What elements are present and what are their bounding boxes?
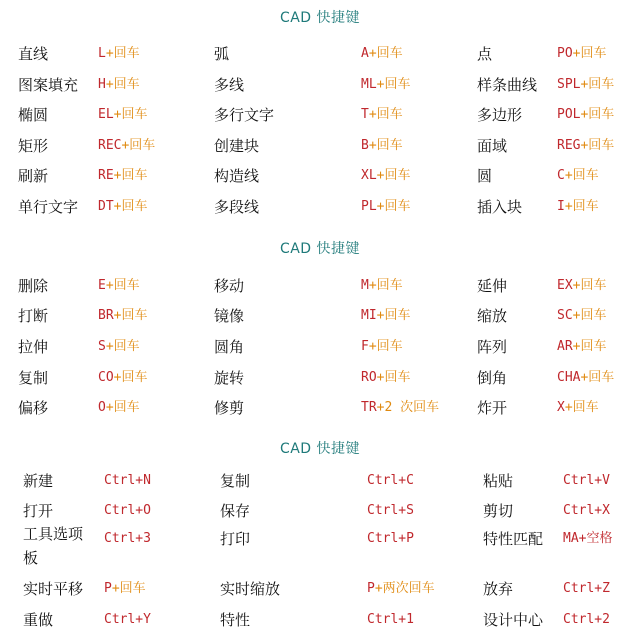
command-name: 倒角 xyxy=(477,369,508,387)
shortcut-command: O xyxy=(98,400,106,415)
shortcut-key xyxy=(367,472,414,490)
shortcut-key xyxy=(367,502,414,520)
shortcut-row xyxy=(0,525,640,567)
shortcut-command: H xyxy=(98,77,106,92)
shortcut-key xyxy=(361,76,410,94)
shortcut-command: EX xyxy=(557,278,573,293)
shortcut-command: A xyxy=(361,46,369,61)
shortcut-key xyxy=(557,307,606,325)
command-name: 打印 xyxy=(220,530,251,548)
shortcut-suffix: +回车 xyxy=(564,400,599,415)
shortcut-suffix: +回车 xyxy=(113,308,148,323)
shortcut-command: X xyxy=(557,400,565,415)
shortcut-key xyxy=(98,106,147,124)
command-name: 刷新 xyxy=(18,167,49,185)
shortcut-suffix: +回车 xyxy=(572,308,607,323)
shortcut-suffix: +回车 xyxy=(105,77,140,92)
shortcut-key xyxy=(361,399,439,417)
shortcut-key xyxy=(563,472,610,490)
shortcut-command: TR xyxy=(361,400,377,415)
shortcut-suffix: +两次回车 xyxy=(374,581,435,596)
shortcut-row xyxy=(0,76,640,106)
shortcut-suffix: +回车 xyxy=(113,370,148,385)
shortcut-command: B xyxy=(361,138,369,153)
command-name: 实时缩放 xyxy=(220,580,281,598)
shortcut-suffix: +回车 xyxy=(105,278,140,293)
command-name: 矩形 xyxy=(18,137,49,155)
shortcut-key xyxy=(557,369,614,387)
shortcut-key xyxy=(361,338,403,356)
shortcut-command: Ctrl+S xyxy=(367,503,414,518)
shortcut-command: POL xyxy=(557,107,581,122)
shortcut-key xyxy=(104,502,151,520)
shortcut-command: Ctrl+P xyxy=(367,531,414,546)
shortcut-key xyxy=(104,472,151,490)
shortcut-command: Ctrl+Y xyxy=(104,612,151,627)
shortcut-key xyxy=(367,530,414,548)
command-name: 保存 xyxy=(220,502,251,520)
shortcut-command: E xyxy=(98,278,106,293)
shortcut-command: MA+空格 xyxy=(563,531,613,546)
shortcut-command: P xyxy=(104,581,112,596)
shortcut-command: F xyxy=(361,339,369,354)
shortcut-command: C xyxy=(557,168,565,183)
shortcut-suffix: +回车 xyxy=(368,138,403,153)
shortcut-key xyxy=(557,338,606,356)
command-name: 面域 xyxy=(477,137,508,155)
shortcut-command: SPL xyxy=(557,77,581,92)
shortcut-command: Ctrl+O xyxy=(104,503,151,518)
command-name: 复制 xyxy=(18,369,49,387)
command-name: 圆角 xyxy=(214,338,245,356)
shortcut-key xyxy=(557,399,599,417)
shortcut-row xyxy=(0,307,640,337)
shortcut-key xyxy=(367,580,435,598)
command-name: 镜像 xyxy=(214,307,245,325)
shortcut-command: Ctrl+V xyxy=(563,473,610,488)
command-name: 延伸 xyxy=(477,277,508,295)
shortcut-command: Ctrl+C xyxy=(367,473,414,488)
shortcut-key xyxy=(557,137,614,155)
shortcut-suffix: +回车 xyxy=(368,278,403,293)
command-name: 插入块 xyxy=(477,198,523,216)
shortcut-key xyxy=(563,611,610,629)
shortcut-suffix: +回车 xyxy=(368,339,403,354)
shortcut-suffix: +回车 xyxy=(564,199,599,214)
shortcut-suffix: +回车 xyxy=(580,107,615,122)
shortcut-key xyxy=(361,137,403,155)
shortcut-suffix: +回车 xyxy=(113,168,148,183)
shortcut-key xyxy=(563,502,610,520)
command-name: 拉伸 xyxy=(18,338,49,356)
shortcut-suffix: +2 次回车 xyxy=(376,400,440,415)
shortcut-suffix: +回车 xyxy=(113,199,148,214)
command-name: 缩放 xyxy=(477,307,508,325)
command-name: 单行文字 xyxy=(18,198,79,216)
shortcut-suffix: +回车 xyxy=(376,168,411,183)
shortcut-suffix: +回车 xyxy=(105,46,140,61)
shortcut-row xyxy=(0,369,640,399)
shortcut-key xyxy=(98,45,140,63)
shortcut-suffix: +回车 xyxy=(376,308,411,323)
shortcut-suffix: +回车 xyxy=(105,400,140,415)
shortcut-key xyxy=(557,76,614,94)
shortcut-command: DT xyxy=(98,199,114,214)
command-name: 椭圆 xyxy=(18,106,49,124)
command-name: 设计中心 xyxy=(483,611,544,629)
shortcut-command: PL xyxy=(361,199,377,214)
command-name: 特性匹配 xyxy=(483,530,544,548)
shortcut-suffix: +回车 xyxy=(368,107,403,122)
shortcut-key xyxy=(557,106,614,124)
command-name: 炸开 xyxy=(477,399,508,417)
shortcut-command: XL xyxy=(361,168,377,183)
shortcut-suffix: +回车 xyxy=(368,46,403,61)
shortcut-command: ML xyxy=(361,77,377,92)
shortcut-key xyxy=(98,198,147,216)
shortcut-key xyxy=(98,277,140,295)
command-name: 重做 xyxy=(23,611,54,629)
command-name: 阵列 xyxy=(477,338,508,356)
shortcut-suffix: +回车 xyxy=(105,339,140,354)
shortcut-suffix: +回车 xyxy=(580,77,615,92)
shortcut-key xyxy=(98,137,155,155)
shortcut-command: AR xyxy=(557,339,573,354)
command-name: 点 xyxy=(477,45,493,63)
shortcut-key xyxy=(98,369,147,387)
shortcut-command: REC xyxy=(98,138,122,153)
shortcut-command: CO xyxy=(98,370,114,385)
shortcut-suffix: +回车 xyxy=(564,168,599,183)
shortcut-suffix: +回车 xyxy=(580,138,615,153)
shortcut-command: Ctrl+2 xyxy=(563,612,610,627)
shortcut-key xyxy=(361,45,403,63)
command-name: 偏移 xyxy=(18,399,49,417)
shortcut-command: P xyxy=(367,581,375,596)
command-name: 弧 xyxy=(214,45,230,63)
command-name: 粘贴 xyxy=(483,472,514,490)
shortcut-key xyxy=(367,611,414,629)
shortcut-row xyxy=(0,502,640,532)
shortcut-row xyxy=(0,45,640,75)
command-name: 删除 xyxy=(18,277,49,295)
command-name: 新建 xyxy=(23,472,54,490)
command-name: 剪切 xyxy=(483,502,514,520)
shortcut-command: EL xyxy=(98,107,114,122)
shortcut-suffix: +回车 xyxy=(572,46,607,61)
command-name: 多线 xyxy=(214,76,245,94)
shortcut-key xyxy=(98,167,147,185)
shortcut-suffix: +回车 xyxy=(111,581,146,596)
shortcut-suffix: +回车 xyxy=(572,339,607,354)
shortcut-command: Ctrl+Z xyxy=(563,581,610,596)
shortcut-command: REG xyxy=(557,138,581,153)
shortcut-key xyxy=(563,530,612,548)
shortcut-key xyxy=(557,45,606,63)
shortcut-command: CHA xyxy=(557,370,581,385)
shortcut-command: Ctrl+N xyxy=(104,473,151,488)
shortcut-command: SC xyxy=(557,308,573,323)
shortcut-key xyxy=(563,580,610,598)
command-name: 构造线 xyxy=(214,167,260,185)
shortcut-key xyxy=(98,399,140,417)
shortcut-command: Ctrl+X xyxy=(563,503,610,518)
shortcut-key xyxy=(104,580,146,598)
command-name: 复制 xyxy=(220,472,251,490)
shortcut-command: RE xyxy=(98,168,114,183)
shortcut-command: T xyxy=(361,107,369,122)
shortcut-suffix: +回车 xyxy=(121,138,156,153)
shortcut-row xyxy=(0,472,640,502)
command-name: 多行文字 xyxy=(214,106,275,124)
shortcut-command: Ctrl+1 xyxy=(367,612,414,627)
command-name: 打开 xyxy=(23,502,54,520)
shortcut-command: PO xyxy=(557,46,573,61)
shortcut-key xyxy=(361,369,410,387)
shortcut-key xyxy=(557,167,599,185)
shortcut-key xyxy=(98,307,147,325)
shortcut-key xyxy=(361,307,410,325)
section-title: CAD 快捷键 xyxy=(279,441,361,457)
command-name: 特性 xyxy=(220,611,251,629)
command-name: 创建块 xyxy=(214,137,260,155)
command-name: 打断 xyxy=(18,307,49,325)
shortcut-row xyxy=(0,198,640,228)
section-title: CAD 快捷键 xyxy=(279,10,361,26)
shortcut-key xyxy=(557,277,606,295)
shortcut-key xyxy=(361,277,403,295)
command-name: 多边形 xyxy=(477,106,523,124)
command-name: 实时平移 xyxy=(23,580,84,598)
command-name: 移动 xyxy=(214,277,245,295)
command-name: 放弃 xyxy=(483,580,514,598)
command-name: 样条曲线 xyxy=(477,76,538,94)
shortcut-row xyxy=(0,106,640,136)
section-title: CAD 快捷键 xyxy=(279,241,361,257)
shortcut-suffix: +回车 xyxy=(580,370,615,385)
shortcut-suffix: +回车 xyxy=(113,107,148,122)
shortcut-key xyxy=(361,167,410,185)
shortcut-row xyxy=(0,338,640,368)
shortcut-row xyxy=(0,611,640,641)
shortcut-command: BR xyxy=(98,308,114,323)
shortcut-suffix: +回车 xyxy=(376,199,411,214)
shortcut-suffix: +回车 xyxy=(376,77,411,92)
shortcut-key xyxy=(104,611,151,629)
shortcut-row xyxy=(0,580,640,610)
shortcut-key xyxy=(361,198,410,216)
command-name: 修剪 xyxy=(214,399,245,417)
shortcut-command: RO xyxy=(361,370,377,385)
command-name: 直线 xyxy=(18,45,49,63)
command-name: 图案填充 xyxy=(18,76,79,94)
shortcut-suffix: +回车 xyxy=(376,370,411,385)
shortcut-row xyxy=(0,167,640,197)
command-name: 圆 xyxy=(477,167,493,185)
shortcut-command: M xyxy=(361,278,369,293)
command-name: 旋转 xyxy=(214,369,245,387)
shortcut-command: S xyxy=(98,339,106,354)
shortcut-row xyxy=(0,137,640,167)
shortcut-key xyxy=(104,530,151,548)
shortcut-command: Ctrl+3 xyxy=(104,531,151,546)
shortcut-row xyxy=(0,277,640,307)
shortcut-key xyxy=(98,76,140,94)
shortcut-command: MI xyxy=(361,308,377,323)
command-name: 工具选项板 xyxy=(23,525,84,567)
shortcut-key xyxy=(361,106,403,124)
shortcut-row xyxy=(0,399,640,429)
shortcut-command: L xyxy=(98,46,106,61)
shortcut-key xyxy=(557,198,599,216)
shortcut-suffix: +回车 xyxy=(572,278,607,293)
command-name: 多段线 xyxy=(214,198,260,216)
shortcut-command: I xyxy=(557,199,565,214)
shortcut-key xyxy=(98,338,140,356)
